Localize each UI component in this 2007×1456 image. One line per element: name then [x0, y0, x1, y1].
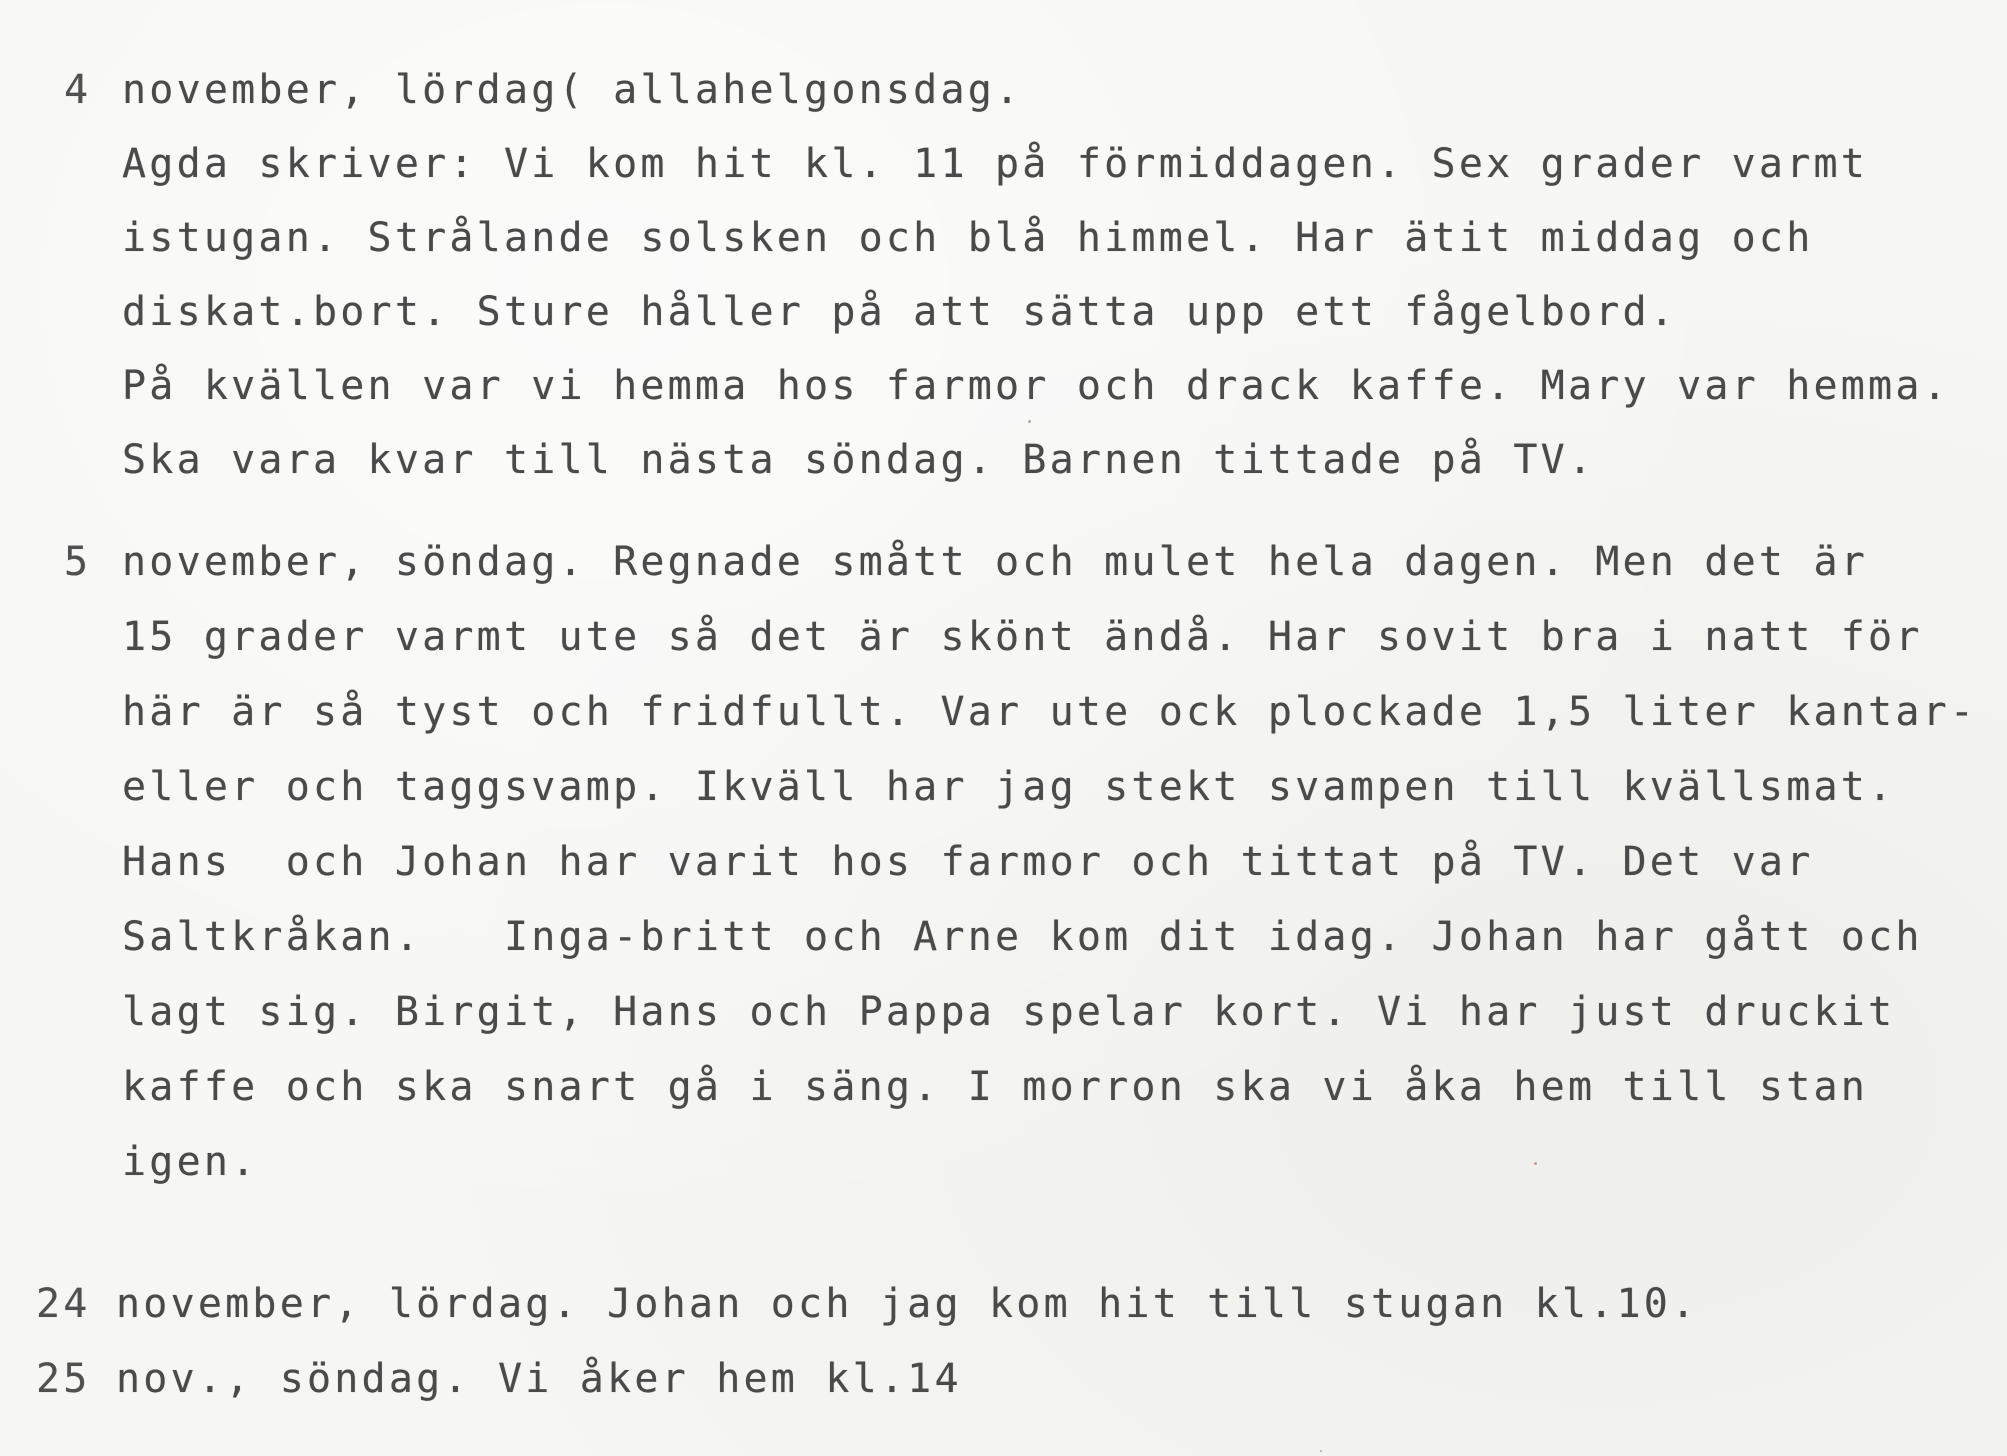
entry-line: igen.	[122, 1139, 259, 1185]
entry-line: istugan. Strålande solsken och blå himmel. Har ätit middag och	[122, 215, 1814, 261]
entry-line: Ska vara kvar till nästa söndag. Barnen tittade på TV.	[122, 437, 1596, 483]
entry-line: diskat.bort. Sture håller på att sätta upp ett fågelbord.	[122, 289, 1678, 335]
entry-line: eller och taggsvamp. Ikväll har jag stekt svampen till kvällsmat.	[122, 764, 1896, 810]
entry-line: Agda skriver: Vi kom hit kl. 11 på förmiddagen. Sex grader varmt	[122, 141, 1869, 187]
entry-day-number: 5	[64, 539, 92, 585]
paper-speck	[1028, 420, 1031, 423]
entry-day-number: 4	[64, 67, 92, 113]
entry-line: här är så tyst och fridfullt. Var ute ock plockade 1,5 liter kantar-	[122, 689, 1978, 735]
entry-line: lagt sig. Birgit, Hans och Pappa spelar kort. Vi har just druckit	[122, 989, 1896, 1035]
entry-day-number: 24	[36, 1281, 91, 1327]
entry-line: På kvällen var vi hemma hos farmor och drack kaffe. Mary var hemma.	[122, 363, 1950, 409]
entry-line: Hans och Johan har varit hos farmor och tittat på TV. Det var	[122, 839, 1814, 885]
paper-speck	[1320, 1450, 1322, 1452]
entry-line: kaffe och ska snart gå i säng. I morron ska vi åka hem till stan	[122, 1064, 1869, 1110]
entry-line: november, söndag. Regnade smått och mulet hela dagen. Men det är	[122, 539, 1869, 585]
paper-speck	[1534, 1162, 1537, 1165]
entry-line: 15 grader varmt ute så det är skönt ändå. Har sovit bra i natt för	[122, 614, 1923, 660]
entry-line: Saltkråkan. Inga-britt och Arne kom dit idag. Johan har gått och	[122, 914, 1923, 960]
entry-line: nov., söndag. Vi åker hem kl.14	[116, 1356, 962, 1402]
entry-line: november, lördag. Johan och jag kom hit till stugan kl.10.	[116, 1281, 1699, 1327]
entry-line: november, lördag( allahelgonsdag.	[122, 67, 1023, 113]
entry-day-number: 25	[36, 1356, 91, 1402]
